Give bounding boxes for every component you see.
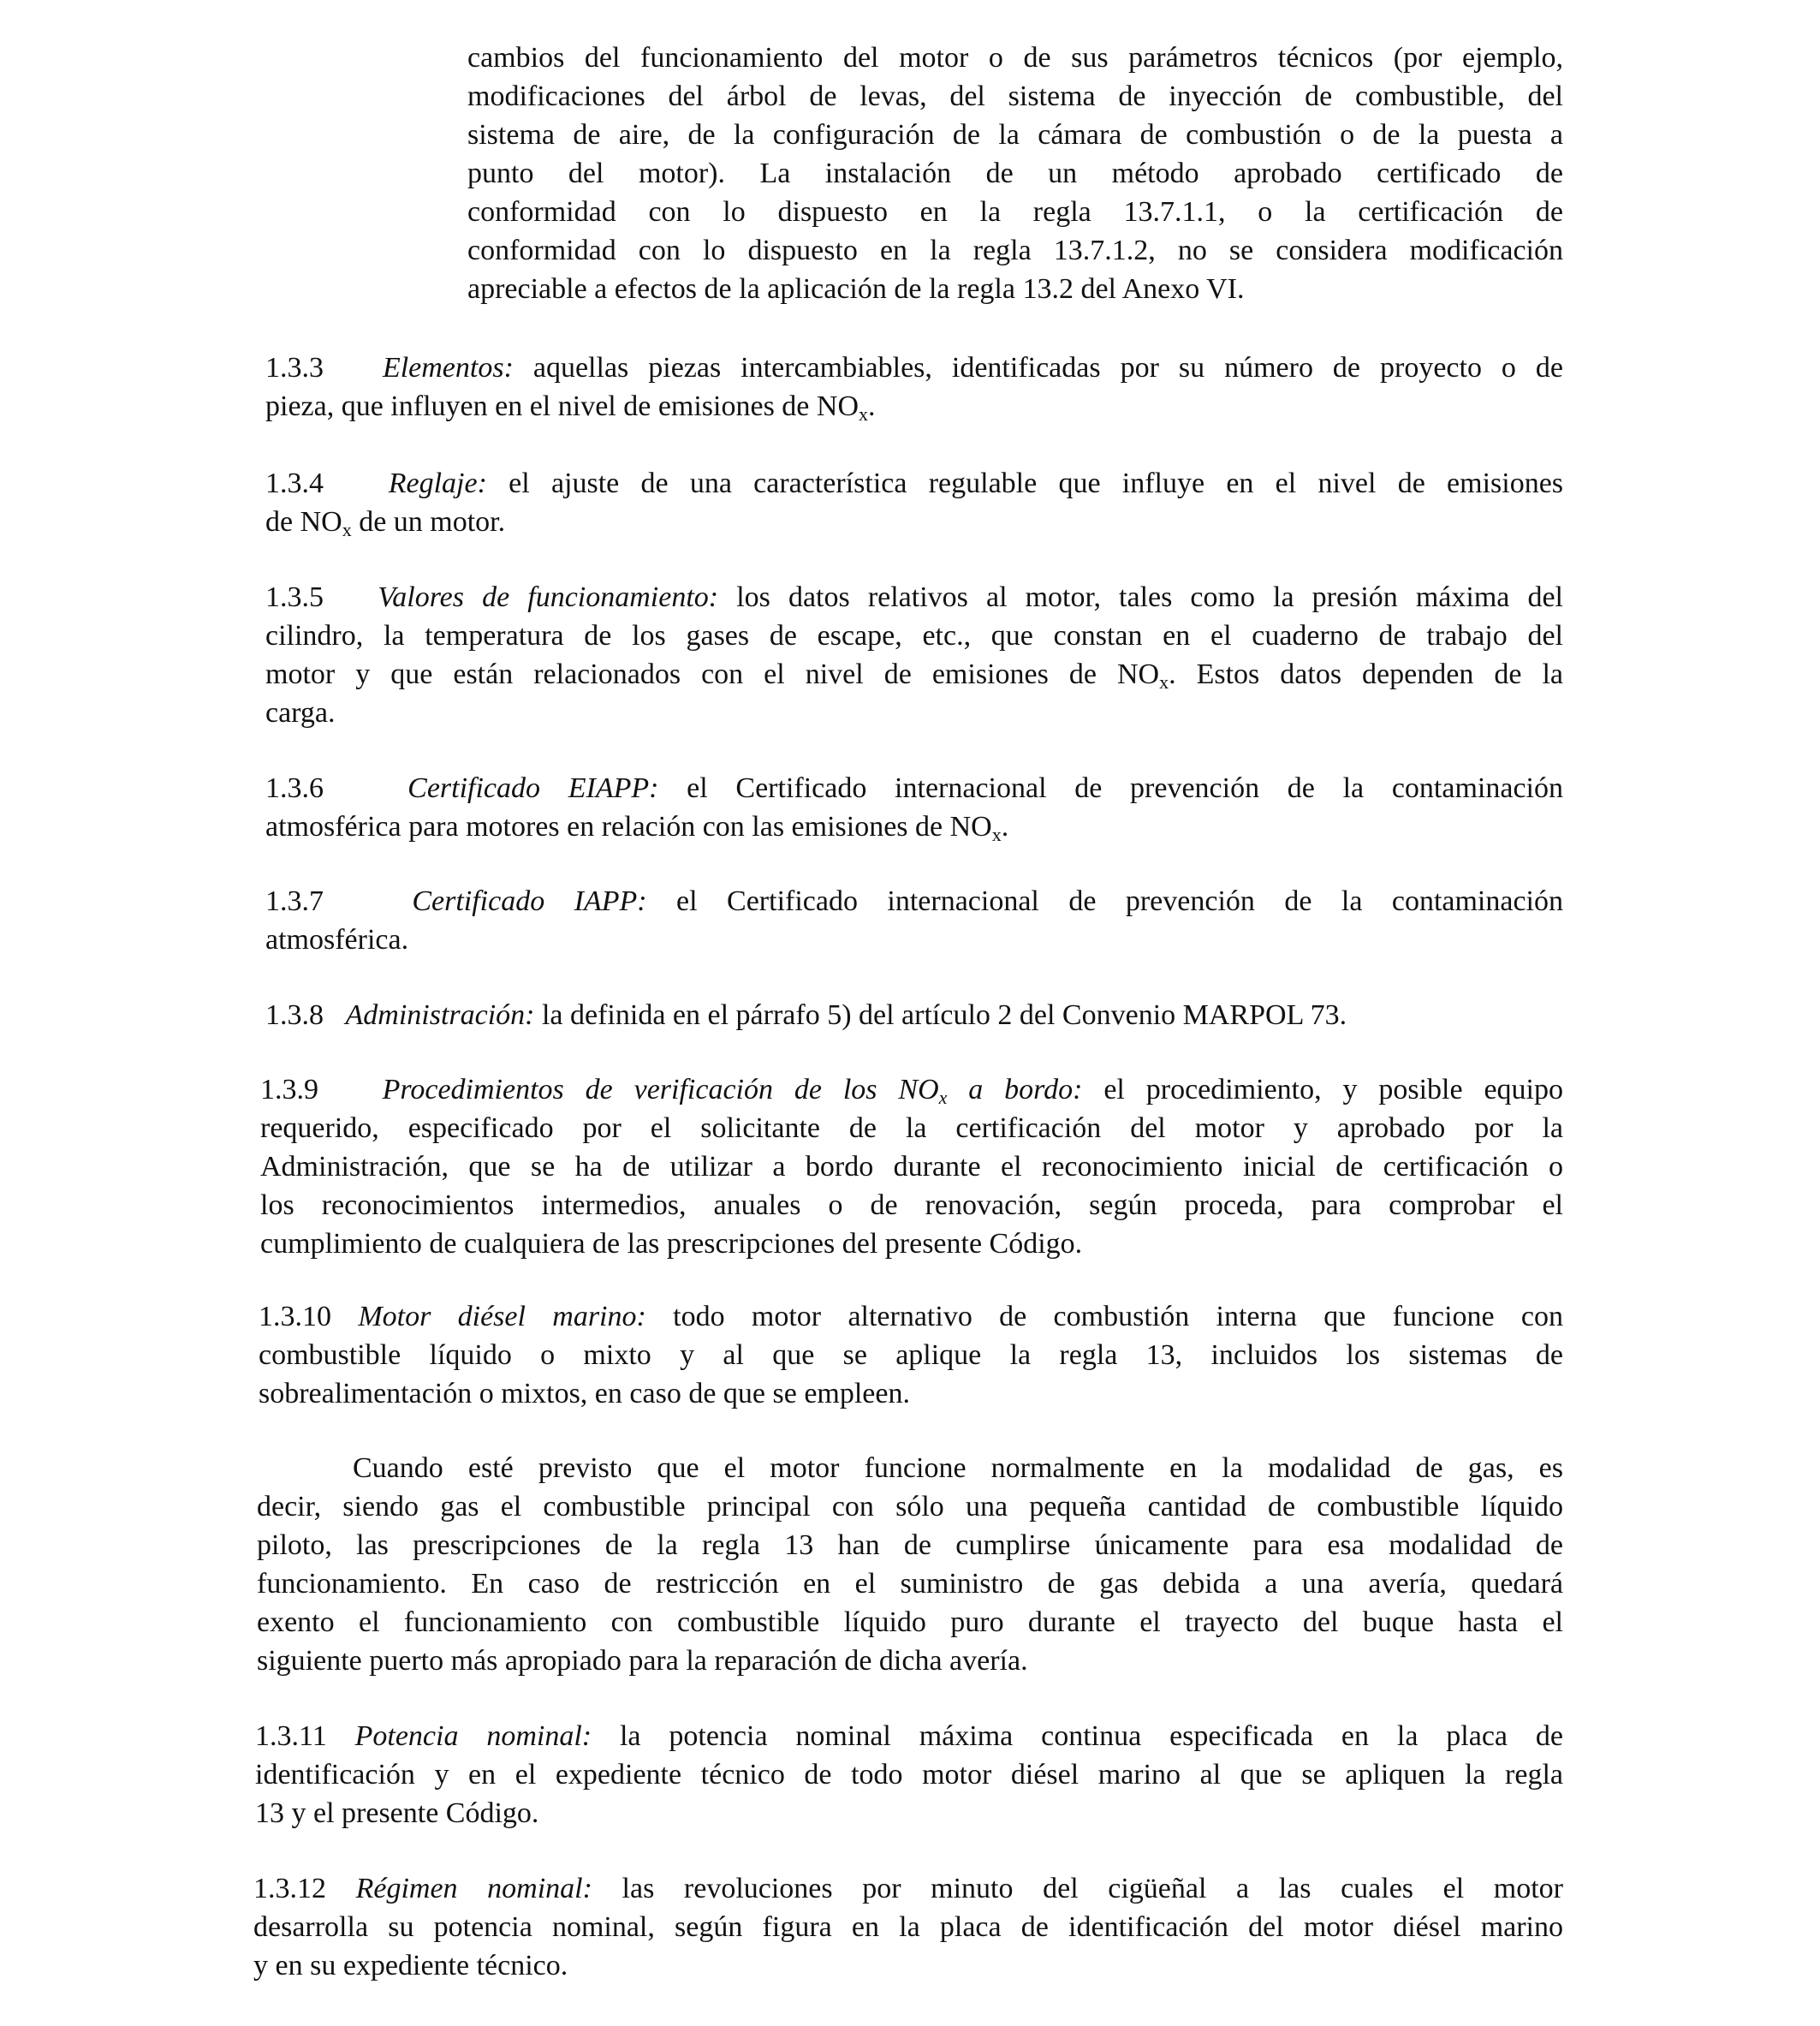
text-line: 13 y el presente Código. (255, 1797, 539, 1829)
text-line: y en su expediente técnico. (253, 1950, 568, 1981)
clause-number: 1.3.8 (265, 999, 324, 1031)
text-line: decir, siendo gas el combustible principal con sólo una pequeña cantidad de combustible líquido (257, 1491, 1563, 1522)
definition-text: el procedimiento, y posible equipo (1082, 1074, 1564, 1105)
definition-text: pieza, que influyen en el nivel de emisiones de NO (265, 390, 859, 422)
definition-text: . (1001, 811, 1009, 843)
subscript: x (938, 1087, 948, 1108)
definition-text: el ajuste de una característica regulable que influye en el nivel de emisiones (486, 468, 1564, 499)
clause-number: 1.3.5 (265, 581, 324, 613)
text-line: identificación y en el expediente técnico de todo motor diésel marino al que se apliquen la regla (255, 1759, 1563, 1791)
defined-term: Valores de funcionamiento: (378, 581, 719, 613)
definition-1-3-8 (265, 996, 1563, 1034)
text-line: cilindro, la temperatura de los gases de escape, etc., que constan en el cuaderno de trabajo del (265, 620, 1563, 652)
text-line (265, 387, 1563, 426)
text-line: atmosférica. (265, 924, 409, 956)
definition-text: la definida en el párrafo 5) del artículo 2 del Convenio MARPOL 73. (534, 999, 1347, 1031)
defined-term: Certificado IAPP: (412, 885, 647, 917)
defined-term: Potencia nominal: (354, 1720, 592, 1752)
definition-text: aquellas piezas intercambiables, identificadas por su número de proyecto o de (513, 352, 1563, 384)
definition-text: las revoluciones por minuto del cigüeñal a las cuales el motor (592, 1873, 1563, 1904)
definition-1-3-3 (265, 349, 1563, 426)
text-line: conformidad con lo dispuesto en la regla 13.7.1.2, no se considera modificación (467, 235, 1563, 266)
definition-text: . (868, 390, 876, 422)
term-text: Procedimientos de verificación de los NO (382, 1074, 939, 1105)
definition-text: . Estos datos dependen de la (1169, 658, 1563, 690)
definition-text: el Certificado internacional de prevención de la contaminación (658, 772, 1563, 804)
continuation-paragraph (467, 39, 1563, 308)
text-line (265, 769, 1563, 807)
definition-1-3-10 (259, 1297, 1563, 1413)
definition-1-3-6 (265, 769, 1563, 846)
definition-1-3-5 (265, 578, 1563, 732)
defined-term: Certificado EIAPP: (407, 772, 659, 804)
text-line: sobrealimentación o mixtos, en caso de que se empleen. (259, 1378, 910, 1409)
clause-number: 1.3.10 (259, 1301, 331, 1332)
text-line: modificaciones del árbol de levas, del sistema de inyección de combustible, del (467, 80, 1563, 112)
definition-text: motor y que están relacionados con el nivel de emisiones de NO (265, 658, 1160, 690)
text-line: sistema de aire, de la configuración de la cámara de combustión o de la puesta a (467, 119, 1563, 151)
definition-text: atmosférica para motores en relación con las emisiones de NO (265, 811, 992, 843)
text-line (265, 807, 1563, 846)
text-line (255, 1717, 1563, 1755)
definition-text: los datos relativos al motor, tales como la presión máxima del (718, 581, 1563, 613)
text-line: funcionamiento. En caso de restricción en el suministro de gas debida a una avería, quedará (257, 1568, 1563, 1600)
text-line (253, 1869, 1563, 1908)
text-line: exento el funcionamiento con combustible líquido puro durante el trayecto del buque hasta el (257, 1606, 1563, 1638)
text-line: desarrolla su potencia nominal, según figura en la placa de identificación del motor diésel marino (253, 1911, 1563, 1943)
definition-1-3-7 (265, 882, 1563, 959)
defined-term: Motor diésel marino: (358, 1301, 646, 1332)
text-line (265, 464, 1563, 503)
text-line: conformidad con lo dispuesto en la regla 13.7.1.1, o la certificación de (467, 196, 1563, 228)
subscript: x (1159, 671, 1169, 693)
text-line (265, 503, 1563, 541)
defined-term: Administración: (345, 999, 535, 1031)
clause-number: 1.3.3 (265, 352, 324, 384)
text-line: piloto, las prescripciones de la regla 13 han de cumplirse únicamente para esa modalidad de (257, 1529, 1563, 1561)
clause-number: 1.3.6 (265, 772, 324, 804)
clause-number: 1.3.11 (255, 1720, 327, 1752)
text-line: requerido, especificado por el solicitante de la certificación del motor y aprobado por la (260, 1112, 1563, 1144)
defined-term: Elementos: (382, 352, 514, 384)
clause-number: 1.3.4 (265, 468, 324, 499)
text-line: carga. (265, 697, 336, 729)
text-line (260, 1070, 1563, 1109)
text-line: los reconocimientos intermedios, anuales o de renovación, según proceda, para comprobar el (260, 1189, 1563, 1221)
clause-number: 1.3.7 (265, 885, 324, 917)
text-line: cambios del funcionamiento del motor o de sus parámetros técnicos (por ejemplo, (467, 42, 1563, 74)
text-line (259, 1297, 1563, 1336)
clause-number: 1.3.12 (253, 1873, 326, 1904)
defined-term: Reglaje: (388, 468, 487, 499)
text-line (265, 655, 1563, 694)
subscript: x (859, 403, 868, 425)
definition-text: de un motor. (351, 506, 506, 538)
text-line (265, 882, 1563, 921)
text-line (265, 996, 1563, 1034)
defined-term: Régimen nominal: (355, 1873, 592, 1904)
gas-mode-paragraph (257, 1449, 1563, 1680)
definition-1-3-12 (253, 1869, 1563, 1985)
defined-term (382, 1074, 1083, 1108)
definition-text: el Certificado internacional de prevención de la contaminación (646, 885, 1564, 917)
text-line (265, 349, 1563, 387)
text-line: Cuando esté previsto que el motor funcione normalmente en la modalidad de gas, es (353, 1452, 1563, 1484)
text-line: punto del motor). La instalación de un método aprobado certificado de (467, 158, 1563, 189)
subscript: x (991, 824, 1002, 845)
definition-1-3-9 (260, 1070, 1563, 1263)
text-line: combustible líquido o mixto y al que se aplique la regla 13, incluidos los sistemas de (259, 1339, 1563, 1371)
subscript: x (342, 519, 352, 540)
definition-1-3-11 (255, 1717, 1563, 1832)
definition-1-3-4 (265, 464, 1563, 541)
text-line: siguiente puerto más apropiado para la reparación de dicha avería. (257, 1645, 1028, 1677)
definition-text: la potencia nominal máxima continua especificada en la placa de (592, 1720, 1563, 1752)
term-text: a bordo: (947, 1074, 1083, 1105)
text-line: cumplimiento de cualquiera de las prescripciones del presente Código. (260, 1228, 1083, 1260)
text-line (265, 578, 1563, 617)
text-line: apreciable a efectos de la aplicación de la regla 13.2 del Anexo VI. (467, 273, 1245, 305)
clause-number: 1.3.9 (260, 1074, 318, 1105)
text-line: Administración, que se ha de utilizar a bordo durante el reconocimiento inicial de certificación o (260, 1151, 1563, 1183)
definition-text: todo motor alternativo de combustión interna que funcione con (645, 1301, 1564, 1332)
definition-text: de NO (265, 506, 342, 538)
